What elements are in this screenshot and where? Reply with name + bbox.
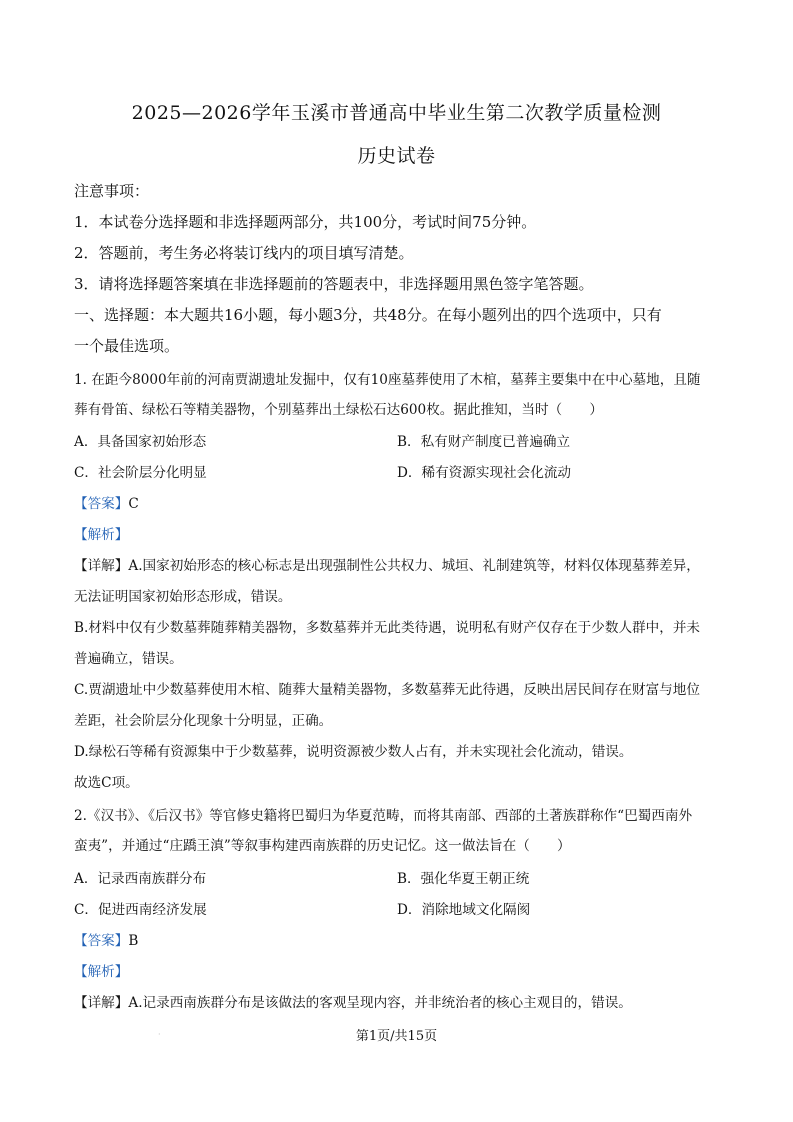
notice-item: 3．请将选择题答案填在非选择题前的答题表中，非选择题用黑色签字笔答题。 (74, 275, 594, 293)
section-heading: 一、选择题：本大题共16小题，每小题3分，共48分。在每小题列出的四个选项中，只有 (74, 306, 662, 324)
notice-item: 2．答题前，考生务必将装订线内的项目填写清楚。 (74, 244, 414, 262)
q1-conclusion: 故选C项。 (74, 775, 139, 791)
q1-detail-line: C.贾湖遗址中少数墓葬使用木棺、随葬大量精美器物，多数墓葬无此待遇，反映出居民间存在财富与地位 (74, 682, 700, 698)
q1-detail-line: D.绿松石等稀有资源集中于少数墓葬，说明资源被少数人占有，并未实现社会化流动，错误。 (74, 744, 633, 760)
q2-option-a: A．记录西南族群分布 (74, 871, 207, 887)
answer-value: C (128, 496, 139, 512)
q1-option-c: C．社会阶层分化明显 (74, 465, 207, 481)
detail-tag: 【详解】 (74, 558, 129, 574)
q1-option-b: B．私有财产制度已普遍确立 (397, 434, 571, 450)
q1-analysis (74, 523, 724, 543)
watermark-dot: · (158, 1030, 161, 1039)
q2-stem-cont: 蛮夷”，并通过“庄蹻王滇”等叙事构建西南族群的历史记忆。这一做法旨在（ ） (74, 838, 571, 854)
q1-detail (74, 554, 724, 574)
page-subtitle: 历史试卷 (357, 145, 436, 167)
notice-heading: 注意事项： (74, 182, 150, 200)
detail-tag: 【详解】 (74, 995, 129, 1011)
q2-option-b: B．强化华夏王朝正统 (397, 871, 530, 887)
q1-stem-cont: 葬有骨笛、绿松石等精美器物，个别墓葬出土绿松石达600枚。据此推知，当时（ ） (74, 402, 603, 418)
detail-text: A.国家初始形态的核心标志是出现强制性公共权力、城垣、礼制建筑等，材料仅体现墓葬差异， (128, 558, 700, 574)
q1-detail-line: B.材料中仅有少数墓葬随葬精美器物，多数墓葬并无此类待遇，说明私有财产仅存在于少数人群中，并未 (74, 620, 701, 636)
q2-option-d: D．消除地域文化隔阂 (397, 902, 531, 918)
analysis-tag: 【解析】 (74, 964, 129, 980)
analysis-tag: 【解析】 (74, 527, 129, 543)
q1-detail-line: 普遍确立，错误。 (74, 651, 183, 667)
q2-analysis (74, 960, 724, 980)
q1-option-d: D．稀有资源实现社会化流动 (397, 465, 572, 481)
detail-text: A.记录西南族群分布是该做法的客观呈现内容，并非统治者的核心主观目的，错误。 (128, 995, 632, 1011)
q2-detail (74, 991, 724, 1011)
answer-tag: 【答案】 (74, 933, 129, 949)
q1-stem: 1. 在距今8000年前的河南贾湖遗址发掘中，仅有10座墓葬使用了木棺，墓葬主要集中在中心墓地，且随 (74, 372, 701, 388)
notice-item: 1．本试卷分选择题和非选择题两部分，共100分，考试时间75分钟。 (74, 213, 537, 231)
answer-tag: 【答案】 (74, 496, 129, 512)
q1-option-a: A．具备国家初始形态 (74, 434, 207, 450)
page-footer: 第1页/共15页 (355, 1029, 438, 1044)
q2-stem: 2.《汉书》、《后汉书》等官修史籍将巴蜀归为华夏范畴，而将其南部、西部的土著族群称作“巴蜀西南外 (74, 808, 693, 824)
q2-answer (74, 929, 724, 949)
q1-detail-line: 无法证明国家初始形态形成，错误。 (74, 589, 292, 605)
page-title: 2025—2026学年玉溪市普通高中毕业生第二次教学质量检测 (131, 102, 662, 124)
section-heading-cont: 一个最佳选项。 (74, 337, 180, 355)
answer-value: B (128, 933, 139, 949)
q1-detail-line: 差距，社会阶层分化现象十分明显，正确。 (74, 713, 333, 729)
q2-option-c: C．促进西南经济发展 (74, 902, 207, 918)
q1-answer (74, 492, 724, 512)
